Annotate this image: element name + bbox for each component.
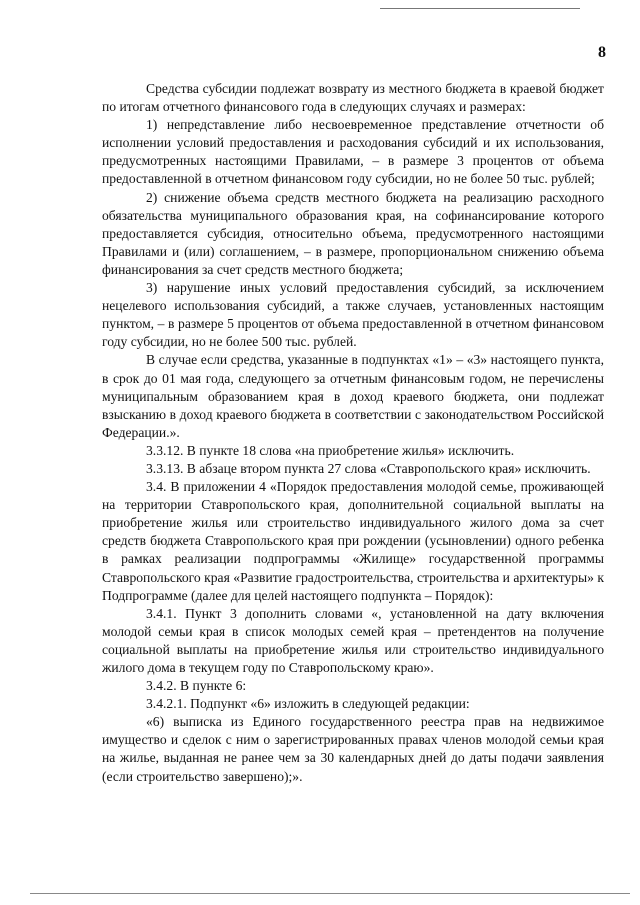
paragraph: Средства субсидии подлежат возврату из местного бюджета в краевой бюджет по итогам отчетного финансового года в следующих случаях и размерах:	[102, 81, 604, 115]
paragraph: 3) нарушение иных условий предоставления субсидий, за исключением нецелевого использования субсидий, а также случаев, установленных настоящим пунктом, – в размере 5 процентов от объема предоставленной в отчетном финансовом году субсидии, но не более 500 тыс. рублей.	[102, 280, 604, 350]
paragraph: 3.3.12. В пункте 18 слова «на приобретение жилья» исключить.	[146, 442, 515, 458]
paragraph: 1) непредставление либо несвоевременное представление отчетности об исполнении условий предоставления и расходования субсидий и их использования, предусмотренных настоящими Правилами, – в размере 3 процентов от объема предоставленной в отчетном финансовом году субсидии, но не более 50 тыс. рублей;	[102, 117, 604, 187]
paragraph: 3.3.13. В абзаце втором пункта 27 слова «Ставропольского края» исключить.	[146, 460, 591, 476]
paragraph: 3.4. В приложении 4 «Порядок предоставления молодой семье, проживающей на территории Ставропольского края, дополнительной социальной выплаты на приобретение жилья или строительство индивидуального жилого дома за счет средств бюджета Ставропольского края при рождении (усыновлении) одного ребенка в рамках реализации подпрограммы «Жилище» государственной программы Ставропольского края «Развитие градостроительства, строительства и архитектуры» к Подпрограмме (далее для целей настоящего подпункта – Порядок):	[102, 479, 604, 603]
document-body	[102, 80, 604, 786]
bottom-divider	[30, 893, 630, 894]
paragraph: 2) снижение объема средств местного бюджета на реализацию расходного обязательства муниципального образования края, на софинансирование которого предоставляется субсидия, относительно объема, предусмотренного настоящими Правилами и (или) соглашением, – в размере, пропорциональном снижению объема финансирования за счет средств местного бюджета;	[102, 189, 604, 277]
paragraph: 3.4.2. В пункте 6:	[146, 678, 247, 694]
paragraph: 3.4.2.1. Подпункт «6» изложить в следующей редакции:	[146, 696, 470, 712]
paragraph: 3.4.1. Пункт 3 дополнить словами «, установленной на дату включения молодой семьи края в список молодых семей края – претендентов на получение социальной выплаты на приобретение жилья или строительство индивидуального жилого дома в текущем году по Ставропольскому краю».	[102, 605, 604, 675]
paragraph: «6) выписка из Единого государственного реестра прав на недвижимое имущество и сделок с ним о зарегистрированных правах членов молодой семьи края на жилье, выданная не ранее чем за 30 календарных дней до даты подачи заявления (если строительство завершено);».	[102, 714, 604, 784]
page-number: 8	[598, 44, 606, 61]
top-divider	[380, 8, 580, 9]
paragraph: В случае если средства, указанные в подпунктах «1» – «3» настоящего пункта, в срок до 01 мая года, следующего за отчетным финансовым годом, не перечислены муниципальным образованием края в доход краевого бюджета, они подлежат взысканию в доход краевого бюджета в соответствии с законодательством Российской Федерации.».	[102, 352, 604, 440]
